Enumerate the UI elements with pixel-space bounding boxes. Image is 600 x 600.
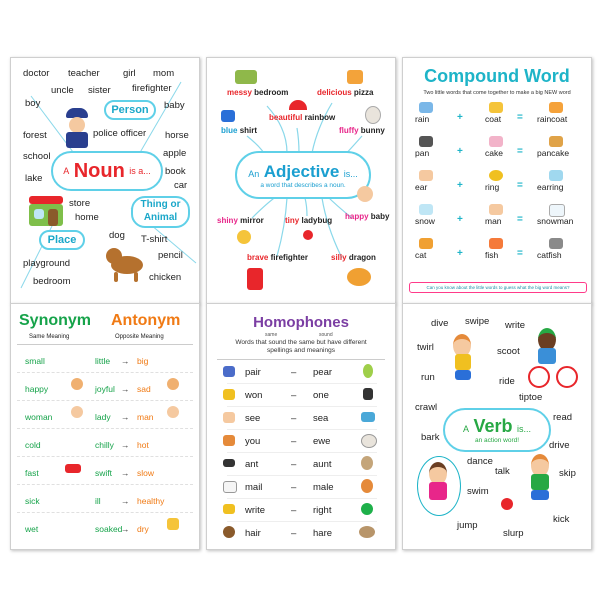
verb-definition: an action word! bbox=[474, 437, 520, 444]
compound-result: raincoat bbox=[537, 114, 568, 124]
synonym-subtitle: Same Meaning bbox=[29, 334, 70, 340]
bunny-illustration bbox=[365, 106, 381, 124]
verb-word: kick bbox=[553, 514, 570, 525]
noun-word: mom bbox=[153, 68, 175, 79]
baby-illustration bbox=[357, 186, 373, 202]
ball-icon bbox=[501, 498, 513, 510]
rain-icon bbox=[419, 102, 433, 113]
synonym-row: cold chilly → hot bbox=[17, 432, 193, 457]
towel-icon bbox=[167, 518, 179, 530]
noun-word: teacher bbox=[68, 68, 100, 79]
verb-poster bbox=[402, 303, 592, 550]
coat-icon bbox=[489, 102, 503, 113]
compound-part-a: pan bbox=[415, 148, 430, 158]
plus-sign: + bbox=[457, 180, 463, 191]
noun-word: forest bbox=[23, 130, 47, 141]
verb-title-big: Verb bbox=[473, 416, 513, 436]
verb-word: ride bbox=[499, 376, 515, 387]
homophone-row: mail – male bbox=[227, 477, 377, 499]
synonym-divider bbox=[17, 344, 193, 345]
adj-phrase: delicious pizza bbox=[317, 88, 374, 97]
synonym-row: fast swift → slow bbox=[17, 460, 193, 485]
dragon-illustration bbox=[347, 268, 371, 286]
noun-word: baby bbox=[164, 100, 185, 111]
compound-part-b: man bbox=[485, 216, 502, 226]
adj-title-pre: An bbox=[248, 168, 260, 179]
adj-phrase: messy bedroom bbox=[227, 88, 289, 97]
compound-row bbox=[409, 100, 585, 130]
noun-title-pre: A bbox=[63, 166, 70, 176]
compound-part-b: coat bbox=[485, 114, 502, 124]
verb-word: dance bbox=[467, 456, 493, 467]
noun-word: apple bbox=[163, 148, 187, 159]
verb-word: skip bbox=[559, 468, 576, 479]
compound-footer: Can you know about the little words to guess what the big word means? bbox=[409, 282, 587, 293]
compound-part-b: ring bbox=[485, 182, 500, 192]
noun-title-big: Noun bbox=[73, 159, 125, 182]
face-icon bbox=[71, 378, 83, 390]
adj-title-big: Adjective bbox=[263, 161, 340, 181]
noun-word: doctor bbox=[23, 68, 50, 79]
pan-icon bbox=[419, 136, 433, 147]
snow-icon bbox=[419, 204, 433, 215]
fish-icon bbox=[489, 238, 503, 249]
mirror-illustration bbox=[237, 230, 251, 244]
adjective-poster bbox=[206, 57, 396, 304]
compound-part-a: snow bbox=[415, 216, 435, 226]
noun-word: sister bbox=[88, 85, 111, 96]
synonym-row: happy joyful → sad bbox=[17, 376, 193, 401]
catfish-icon bbox=[549, 238, 563, 249]
synonym-row: wet soaked → dry bbox=[25, 524, 149, 534]
noun-word: pencil bbox=[158, 250, 183, 261]
antonym-title: Antonym bbox=[111, 312, 181, 329]
adj-phrase: silly dragon bbox=[331, 253, 376, 262]
homophones-sound-label: sound bbox=[319, 332, 333, 338]
verb-word: talk bbox=[495, 466, 510, 477]
shirt-illustration bbox=[221, 110, 235, 122]
verb-word: drive bbox=[549, 440, 570, 451]
compound-subtitle: Two little words that come together to make a big NEW word bbox=[423, 90, 571, 96]
bedroom-illustration bbox=[235, 70, 257, 84]
adjective-title-cloud bbox=[235, 151, 371, 199]
noun-poster bbox=[10, 57, 200, 304]
homophone-row: hair – hare bbox=[227, 523, 377, 544]
noun-word: firefighter bbox=[132, 83, 172, 94]
verb-word: run bbox=[421, 372, 435, 383]
cat-icon bbox=[419, 238, 433, 249]
homophones-title: Homophones bbox=[253, 314, 349, 331]
antonym-subtitle: Opposite Meaning bbox=[115, 334, 164, 340]
plus-sign: + bbox=[457, 214, 463, 225]
synonym-antonym-poster bbox=[10, 303, 200, 550]
homophone-row: ant – aunt bbox=[227, 454, 377, 476]
plus-sign: + bbox=[457, 112, 463, 123]
verb-title-post: is... bbox=[516, 424, 531, 434]
verb-title-pre: A bbox=[463, 424, 470, 434]
equals-sign: = bbox=[517, 214, 523, 225]
face-icon bbox=[167, 378, 179, 390]
noun-word: horse bbox=[165, 130, 189, 141]
noun-word: school bbox=[23, 151, 51, 162]
ring-icon bbox=[489, 170, 503, 181]
plus-sign: + bbox=[457, 248, 463, 259]
adj-title-post: is... bbox=[343, 168, 358, 179]
ear-icon bbox=[419, 170, 433, 181]
verb-word: write bbox=[505, 320, 526, 331]
compound-row bbox=[409, 168, 585, 198]
verb-word: swim bbox=[467, 486, 489, 497]
homophone-row: pair – pear bbox=[227, 362, 377, 384]
noun-label-person: Person bbox=[104, 100, 156, 120]
synonym-title: Synonym bbox=[19, 312, 92, 329]
verb-word: scoot bbox=[497, 346, 520, 357]
compound-row bbox=[409, 236, 585, 266]
compound-title: Compound Word bbox=[424, 66, 570, 86]
compound-row bbox=[409, 202, 585, 232]
compound-row bbox=[409, 134, 585, 164]
homophones-same-label: same bbox=[265, 332, 278, 338]
compound-part-a: cat bbox=[415, 250, 427, 260]
noun-word: lake bbox=[25, 173, 43, 184]
verb-word: twirl bbox=[417, 342, 434, 353]
verb-word: bark bbox=[421, 432, 440, 443]
car-icon bbox=[65, 464, 81, 473]
homophone-row: won – one bbox=[227, 385, 377, 407]
synonym-row: small little → big bbox=[17, 348, 193, 373]
pizza-illustration bbox=[347, 70, 363, 84]
verb-word: read bbox=[553, 412, 573, 423]
noun-title-cloud bbox=[51, 151, 163, 191]
raincoat-icon bbox=[549, 102, 563, 113]
homophone-row: see – sea bbox=[227, 408, 377, 430]
noun-word: girl bbox=[123, 68, 136, 79]
noun-label-place: Place bbox=[39, 230, 85, 250]
noun-word: book bbox=[165, 166, 186, 177]
compound-result: earring bbox=[537, 182, 564, 192]
compound-word-poster bbox=[402, 57, 592, 304]
equals-sign: = bbox=[517, 112, 523, 123]
verb-title-cloud bbox=[443, 408, 551, 452]
face-icon bbox=[71, 406, 83, 418]
synonym-row: woman lady → man bbox=[17, 404, 193, 429]
plus-sign: + bbox=[457, 146, 463, 157]
equals-sign: = bbox=[517, 146, 523, 157]
adj-definition: a word that describes a noun. bbox=[260, 181, 346, 189]
verb-word: dive bbox=[431, 318, 449, 329]
adj-phrase: tiny ladybug bbox=[285, 216, 333, 225]
adj-phrase: beautiful rainbow bbox=[269, 113, 336, 122]
compound-result: catfish bbox=[537, 250, 562, 260]
noun-word: playground bbox=[23, 258, 71, 269]
compound-result: pancake bbox=[537, 148, 570, 158]
man-icon bbox=[489, 204, 503, 215]
compound-part-b: fish bbox=[485, 250, 499, 260]
adj-phrase: fluffy bunny bbox=[339, 126, 385, 135]
noun-label-thing: Thing or Animal bbox=[131, 196, 190, 228]
adj-phrase: shiny mirror bbox=[217, 216, 264, 225]
noun-word: police officer bbox=[93, 128, 147, 139]
compound-part-b: cake bbox=[485, 148, 503, 158]
verb-word: crawl bbox=[415, 402, 438, 413]
adj-phrase: blue shirt bbox=[221, 126, 258, 135]
compound-part-a: ear bbox=[415, 182, 428, 192]
homophone-row: you – ewe bbox=[227, 431, 377, 453]
noun-word: chicken bbox=[149, 272, 182, 283]
ladybug-illustration bbox=[303, 230, 313, 240]
equals-sign: = bbox=[517, 248, 523, 259]
firefighter-illustration bbox=[247, 268, 263, 290]
earring-icon bbox=[549, 170, 563, 181]
noun-word: car bbox=[174, 180, 188, 191]
adj-phrase: brave firefighter bbox=[247, 253, 308, 262]
homophones-description: Words that sound the same but have different spellings and meanings bbox=[235, 339, 367, 354]
compound-result: snowman bbox=[537, 216, 574, 226]
noun-title-post: is a... bbox=[129, 166, 151, 176]
verb-word: tiptoe bbox=[519, 392, 543, 403]
noun-word: uncle bbox=[51, 85, 74, 96]
synonym-row: sick ill → healthy bbox=[17, 488, 193, 513]
verb-word: swipe bbox=[465, 316, 490, 327]
verb-word: jump bbox=[457, 520, 478, 531]
homophone-row: write – right bbox=[227, 500, 377, 522]
noun-word: home bbox=[75, 212, 99, 223]
noun-word: boy bbox=[25, 98, 41, 109]
verb-word: slurp bbox=[503, 528, 524, 539]
face-icon bbox=[167, 406, 179, 418]
homophones-divider bbox=[217, 359, 385, 360]
cake-icon bbox=[489, 136, 503, 147]
noun-word: bedroom bbox=[33, 276, 71, 287]
compound-part-a: rain bbox=[415, 114, 430, 124]
pancake-icon bbox=[549, 136, 563, 147]
noun-word: dog bbox=[109, 230, 125, 241]
noun-word: store bbox=[69, 198, 91, 209]
homophones-poster bbox=[206, 303, 396, 550]
noun-word: T-shirt bbox=[141, 234, 168, 245]
equals-sign: = bbox=[517, 180, 523, 191]
adj-phrase: happy baby bbox=[345, 212, 390, 221]
